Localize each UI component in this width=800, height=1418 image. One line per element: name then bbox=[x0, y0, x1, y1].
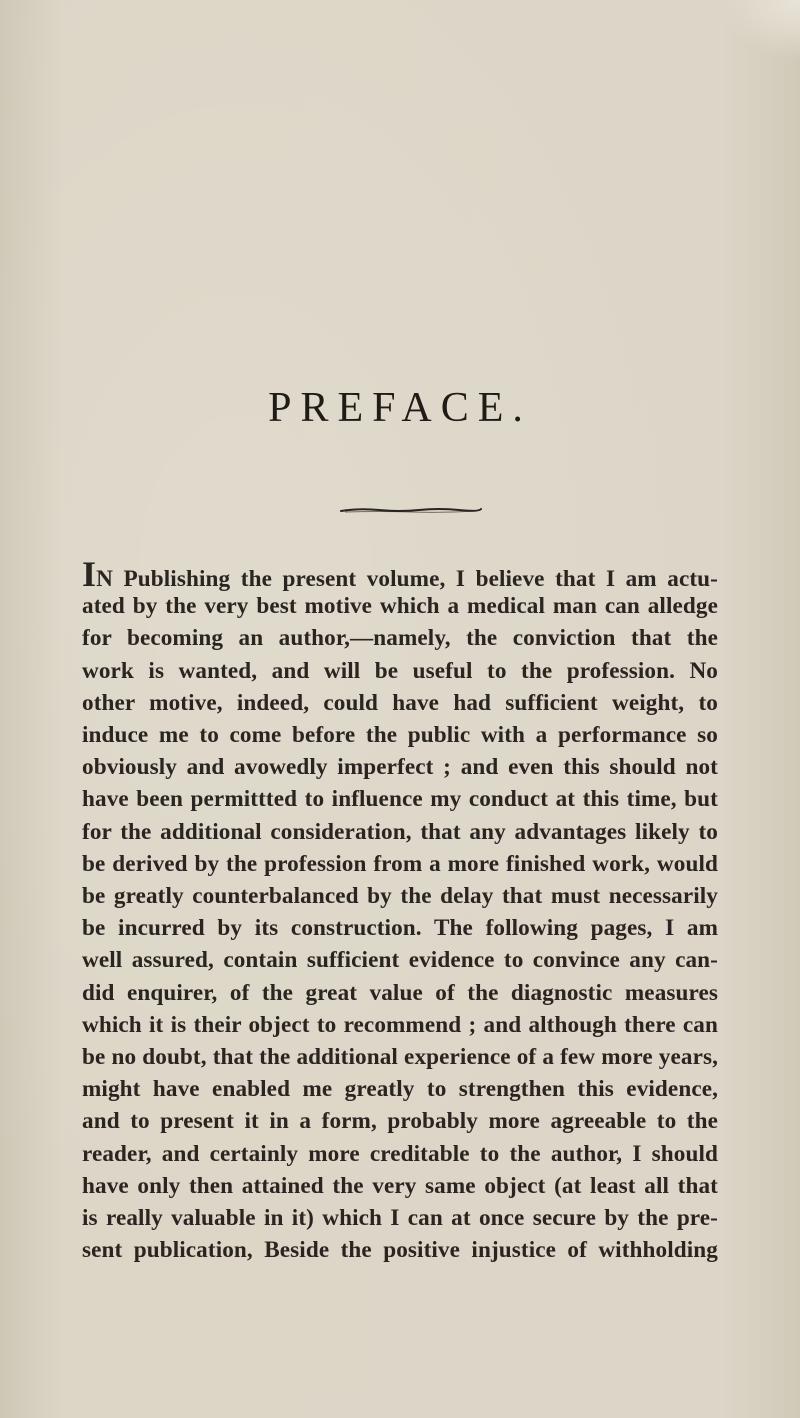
text-line: is really valuable in it) which I can at once secure by the pre- bbox=[82, 1205, 718, 1231]
text-line: sent publication, Beside the positive injustice of withholding bbox=[82, 1237, 718, 1264]
text-line: be incurred by its construction. The following pages, I am bbox=[82, 915, 718, 942]
text-line: did enquirer, of the great value of the diagnostic measures bbox=[82, 979, 718, 1006]
text-line: be derived by the profession from a more finished work, would bbox=[82, 850, 718, 877]
text-line: reader, and certainly more creditable to the author, I should bbox=[82, 1140, 718, 1167]
text-line: work is wanted, and will be useful to the profession. No bbox=[82, 657, 718, 684]
text-line: have been permittted to influence my conduct at this time, but bbox=[82, 786, 718, 813]
page-corner-wear bbox=[720, 0, 800, 60]
page-title: PREFACE. bbox=[268, 385, 532, 431]
ornamental-rule bbox=[339, 506, 483, 514]
text-line: other motive, indeed, could have had sufficient weight, to bbox=[82, 689, 718, 716]
text-line: for becoming an author,—namely, the conviction that the bbox=[82, 625, 718, 652]
text-line: well assured, contain sufficient evidence to convince any can- bbox=[82, 947, 718, 974]
drop-cap: I bbox=[82, 554, 97, 594]
text-line: induce me to come before the public with a performance so bbox=[82, 722, 718, 748]
text-line: and to present it in a form, probably more agreeable to the bbox=[82, 1108, 718, 1135]
first-line-text: N Publishing the present volume, I believe that I am actu- bbox=[96, 566, 718, 592]
text-line: might have enabled me greatly to strengthen this evidence, bbox=[82, 1076, 718, 1103]
text-line: ated by the very best motive which a medical man can alledge bbox=[82, 593, 718, 620]
text-line: for the additional consideration, that any advantages likely to bbox=[82, 818, 718, 845]
text-line: be no doubt, that the additional experience of a few more years, bbox=[82, 1044, 718, 1070]
text-line: obviously and avowedly imperfect ; and even this should not bbox=[82, 754, 718, 781]
text-line: have only then attained the very same object (at least all that bbox=[82, 1172, 718, 1199]
text-line: which it is their object to recommend ; and although there can bbox=[82, 1011, 718, 1038]
text-line: be greatly counterbalanced by the delay that must necessarily bbox=[82, 883, 718, 909]
